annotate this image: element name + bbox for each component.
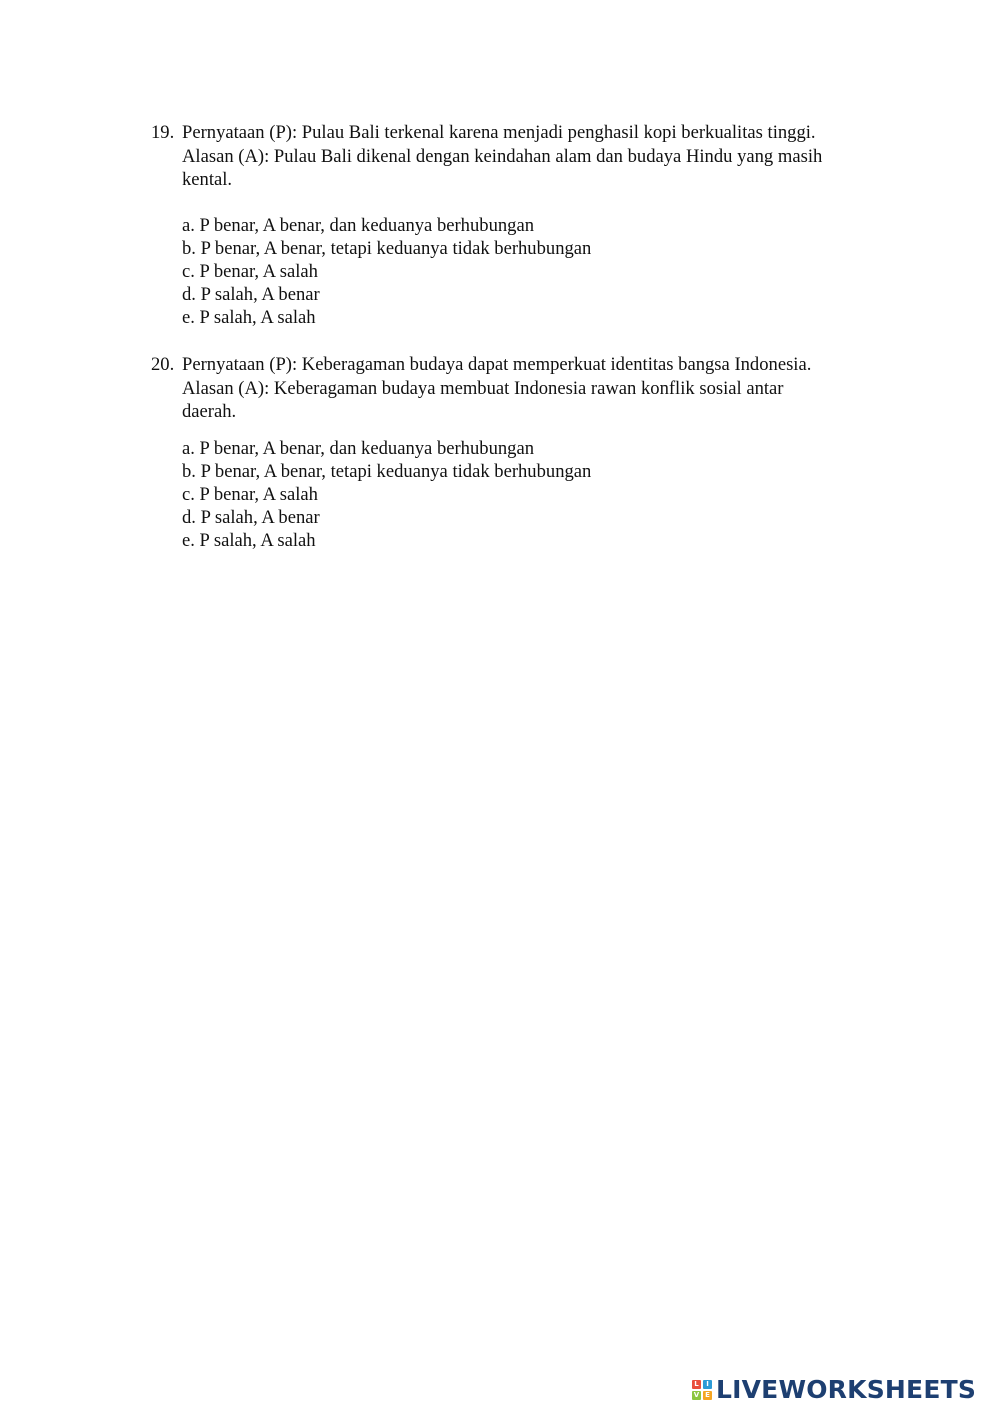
question-19-option-b[interactable]: b. P benar, A benar, tetapi keduanya tidak berhubungan (182, 237, 592, 259)
question-20-number: 20. (151, 354, 175, 375)
liveworksheets-logo (692, 1375, 976, 1405)
logo-mark-l: L (692, 1380, 701, 1389)
liveworksheets-logo-icon (692, 1380, 712, 1400)
question-19-option-d[interactable]: d. P salah, A benar (182, 284, 320, 306)
question-19-line-2: Alasan (A): Pulau Bali dikenal dengan keindahan alam dan budaya Hindu yang masih (182, 145, 823, 167)
question-20-statement (151, 353, 911, 377)
question-19-option-a[interactable]: a. P benar, A benar, dan keduanya berhubungan (182, 214, 535, 236)
question-20-line-3: daerah. (182, 401, 237, 422)
question-19-line-3: kental. (182, 169, 233, 190)
question-19-number: 19. (151, 122, 175, 143)
question-20 (151, 353, 911, 552)
logo-mark-e: E (703, 1391, 712, 1400)
question-20-option-d[interactable]: d. P salah, A benar (182, 507, 320, 529)
logo-mark-v: V (693, 1391, 700, 1399)
question-20-option-c[interactable]: c. P benar, A salah (182, 483, 318, 505)
question-20-line-1: Pernyataan (P): Keberagaman budaya dapat memperkuat identitas bangsa Indonesia. (182, 354, 812, 375)
question-20-line-2: Alasan (A): Keberagaman budaya membuat Indonesia rawan konflik sosial antar (182, 377, 784, 399)
question-19-option-e[interactable]: e. P salah, A salah (182, 307, 316, 329)
question-20-option-b[interactable]: b. P benar, A benar, tetapi keduanya tidak berhubungan (182, 460, 592, 482)
question-19-line-1: Pernyataan (P): Pulau Bali terkenal karena menjadi penghasil kopi berkualitas tinggi. (182, 122, 816, 143)
liveworksheets-logo-text: LIVEWORKSHEETS (716, 1375, 977, 1404)
question-19 (151, 121, 911, 329)
logo-mark-i: I (703, 1380, 712, 1389)
question-19-option-c[interactable]: c. P benar, A salah (182, 260, 318, 282)
question-19-statement (151, 121, 911, 145)
question-20-option-a[interactable]: a. P benar, A benar, dan keduanya berhubungan (182, 437, 535, 459)
question-19-options (151, 214, 911, 330)
question-20-option-e[interactable]: e. P salah, A salah (182, 530, 316, 552)
question-20-options (151, 437, 911, 553)
